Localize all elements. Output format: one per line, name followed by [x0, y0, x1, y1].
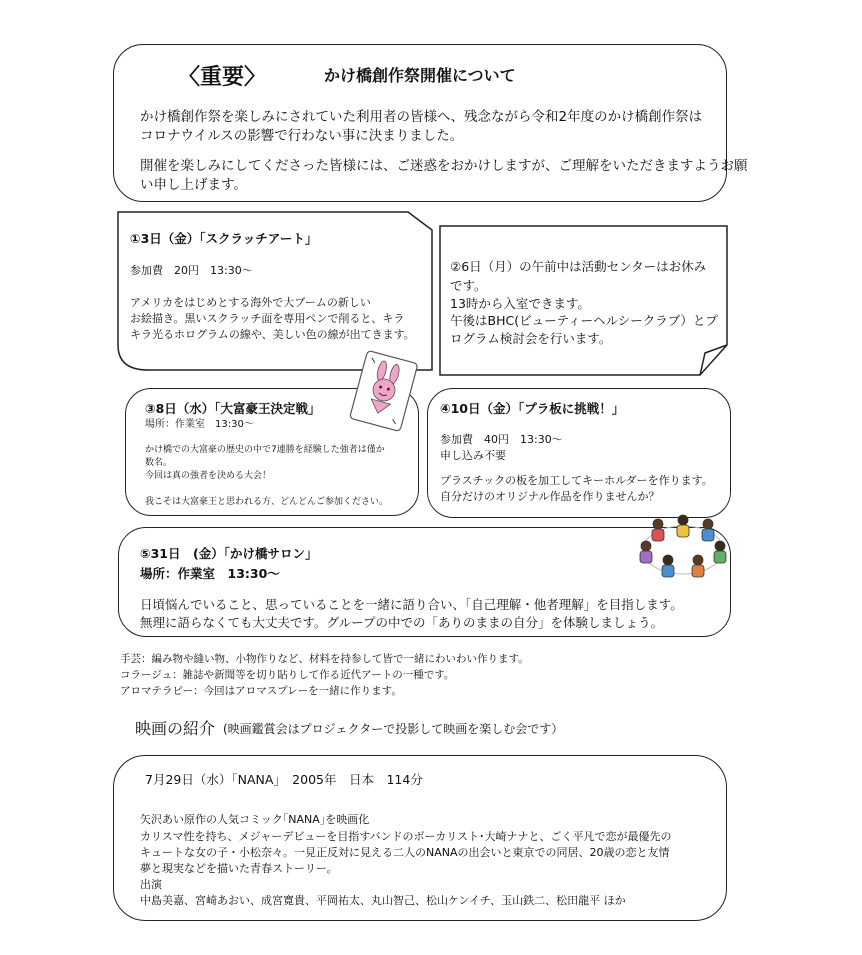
important-tag: 〈重要〉: [178, 65, 267, 90]
event5-desc: 日頃悩んでいること、思っていることを一緒に語り合い、「自己理解・他者理解」を目指します。: [140, 597, 683, 612]
event2-text: 13時から入室できます。: [450, 296, 590, 311]
event3-desc: 今回は真の強者を決める大会！: [145, 471, 272, 481]
movie-header: 7月29日（水）「NANA」 2005年 日本 114分: [145, 772, 423, 787]
notice-text: 開催を楽しみにしてくださった皆様には、ご迷惑をおかけしますが、ご理解をいただきますようお願: [140, 158, 748, 174]
event3-desc: かけ橋での大富豪の歴史の中で7連勝を経験した強者は僅か: [145, 445, 385, 455]
movie-section-title: 映画の紹介: [135, 719, 216, 738]
event4-desc: プラスチックの板を加工してキーホルダーを作ります。: [440, 474, 713, 487]
event1-desc: キラ光るホログラムの線や、美しい色の線が出てきます。: [130, 328, 415, 341]
notice-title: かけ橋創作祭開催について: [324, 66, 516, 85]
movie-desc: カリスマ性を持ち、メジャーデビューを目指すバンドのボーカリスト･大崎ナナと、ごく平凡で恋が最優先の: [140, 830, 672, 843]
event3-desc: 数名。: [145, 458, 173, 468]
event1-desc: アメリカをはじめとする海外で大ブームの新しい: [130, 296, 371, 309]
event3-heading: ③8日（水）「大富豪王決定戦」: [145, 401, 321, 416]
movie-desc: 夢と現実などを描いた青春ストーリー。: [140, 862, 338, 875]
event5-place: 場所：作業室 13:30～: [140, 566, 280, 581]
playing-card-illustration: [344, 350, 424, 430]
event5-heading: ⑤31日 (金）「かけ橋サロン」: [140, 546, 318, 561]
event1-fee: 参加費 20円 13:30～: [130, 264, 253, 277]
event4-registration: 申し込み不要: [440, 449, 506, 462]
event3-place: 場所：作業室 13:30～: [145, 419, 254, 430]
group-discussion-illustration: [638, 510, 728, 580]
event1-desc: お絵描き。黒いスクラッチ面を専用ペンで削ると、キラ: [130, 312, 405, 325]
notice-text: コロナウイルスの影響で行わない事に決まりました。: [140, 128, 464, 144]
notice-text: い申し上げます。: [140, 177, 247, 193]
notice-text: かけ橋創作祭を楽しみにされていた利用者の皆様へ、残念ながら令和2年度のかけ橋創作祭は: [140, 109, 703, 125]
note-line: 手芸：編み物や縫い物、小物作りなど、材料を持参して皆で一緒にわいわい作ります。: [120, 653, 529, 665]
event2-text: 午後はBHC(ビューティーヘルシークラブ）とプ: [450, 313, 718, 328]
movie-desc: キュートな女の子・小松奈々。一見正反対に見える二人のNANAの出会いと東京での同居、20歳の恋と友情: [140, 846, 670, 859]
movie-section-subtitle: (映画鑑賞会はプロジェクターで投影して映画を楽しむ会です）: [223, 722, 564, 736]
event4-desc: 自分だけのオリジナル作品を作りませんか？: [440, 490, 660, 503]
event2-text: ログラム検討会を行います。: [450, 331, 612, 346]
event4-fee: 参加費 40円 13:30～: [440, 433, 563, 446]
event2-text: です。: [450, 278, 487, 293]
note-line: コラージュ：雑誌や新聞等を切り貼りして作る近代アートの一種です。: [120, 669, 455, 681]
event3-desc: 我こそは大富豪王と思われる方、どんどんご参加ください。: [145, 497, 389, 507]
event2-text: ②6日（月）の午前中は活動センターはお休み: [450, 259, 707, 274]
movie-desc: 矢沢あい原作の人気コミック｢NANA｣を映画化: [140, 813, 370, 826]
note-line: アロマテラピー：今回はアロマスプレーを一緒に作ります。: [120, 685, 402, 697]
event5-desc: 無理に語らなくても大丈夫です。グループの中での「ありのままの自分」を体験しましょう。: [140, 615, 664, 630]
event1-heading: ①3日（金）「スクラッチアート」: [130, 231, 318, 246]
movie-cast: 中島美嘉、宮崎あおい、成宮寛貴、平岡祐太、丸山智己、松山ケンイチ、玉山鉄二、松田龍平 ほか: [140, 894, 626, 907]
event4-heading: ④10日（金）「プラ板に挑戦！」: [440, 401, 625, 416]
movie-cast-label: 出演: [140, 878, 162, 891]
